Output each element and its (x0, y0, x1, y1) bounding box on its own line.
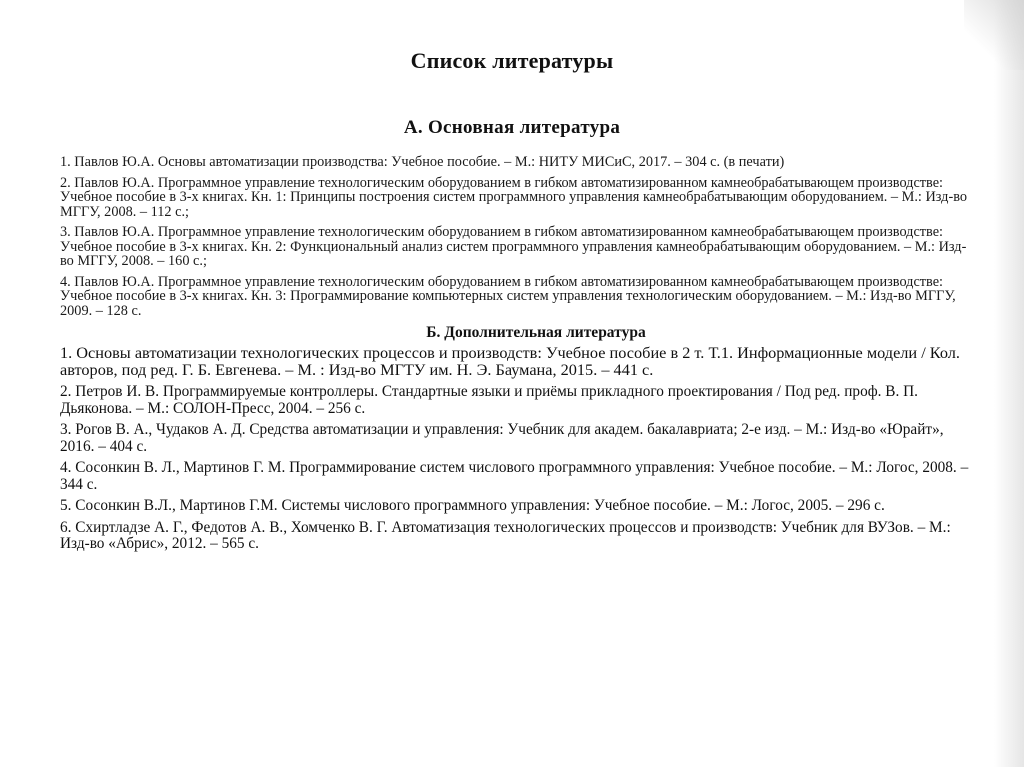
reference-item: 4. Сосонкин В. Л., Мартинов Г. М. Программирование систем числового программного управления: Учебное пособие. – М.: Логос, 2008. – 344 с. (60, 459, 969, 493)
reference-item: 4. Павлов Ю.А. Программное управление технологическим оборудованием в гибком автоматизированном камнеобрабатывающем производстве: Учебное пособие в 3-х книгах. Кн. 3: Программирование компьютерных систем управления технологическим оборудованием. – М.: Изд-во МГГУ, 2009. – 128 с. (60, 273, 956, 319)
section-a-heading: А. Основная литература (403, 117, 621, 138)
reference-item: 1. Павлов Ю.А. Основы автоматизации производства: Учебное пособие. – М.: НИТУ МИСиС, 2017. – 304 с. (в печати) (60, 154, 785, 170)
reference-item: 1. Основы автоматизации технологических процессов и производств: Учебное пособие в 2 т. Т.1. Информационные модели / Кол. авторов, под ред. Г. Б. Евгенева. – М. : Изд-во МГТУ им. Н. Э. Баумана, 2015. – 441 с. (60, 343, 960, 379)
page-title: Список литературы (410, 48, 614, 73)
reference-item: 3. Павлов Ю.А. Программное управление технологическим оборудованием в гибком автоматизированном камнеобрабатывающем производстве: Учебное пособие в 3-х книгах. Кн. 2: Функциональный анализ систем программного управления камнеобрабатывающим оборудованием. – М.: Изд-во МГГУ, 2008. – 160 с.; (60, 224, 967, 269)
references-list (60, 155, 972, 558)
page-edge-shadow (994, 0, 1024, 767)
reference-item: 5. Сосонкин В.Л., Мартинов Г.М. Системы числового программного управления: Учебное пособие. – М.: Логос, 2005. – 296 с. (60, 497, 885, 514)
reference-item: 2. Петров И. В. Программируемые контроллеры. Стандартные языки и приёмы прикладного проектирования / Под ред. проф. В. П. Дьяконова. – М.: СОЛОН-Пресс, 2004. – 256 с. (60, 383, 918, 417)
reference-item: 2. Павлов Ю.А. Программное управление технологическим оборудованием в гибком автоматизированном камнеобрабатывающем производстве: Учебное пособие в 3-х книгах. Кн. 1: Принципы построения систем программного управления камнеобрабатывающим оборудованием. – М.: Изд-во МГГУ, 2008. – 112 с.; (60, 174, 968, 220)
reference-item: 3. Рогов В. А., Чудаков А. Д. Средства автоматизации и управления: Учебник для академ. бакалавриата; 2-е изд. – М.: Изд-во «Юрайт», 2016. – 404 с. (60, 421, 944, 455)
section-b-heading: Б. Дополнительная литература (426, 324, 646, 341)
reference-item: 6. Схиртладзе А. Г., Федотов А. В., Хомченко В. Г. Автоматизация технологических процессов и производств: Учебник для ВУЗов. – М.: Изд-во «Абрис», 2012. – 565 с. (60, 518, 951, 552)
